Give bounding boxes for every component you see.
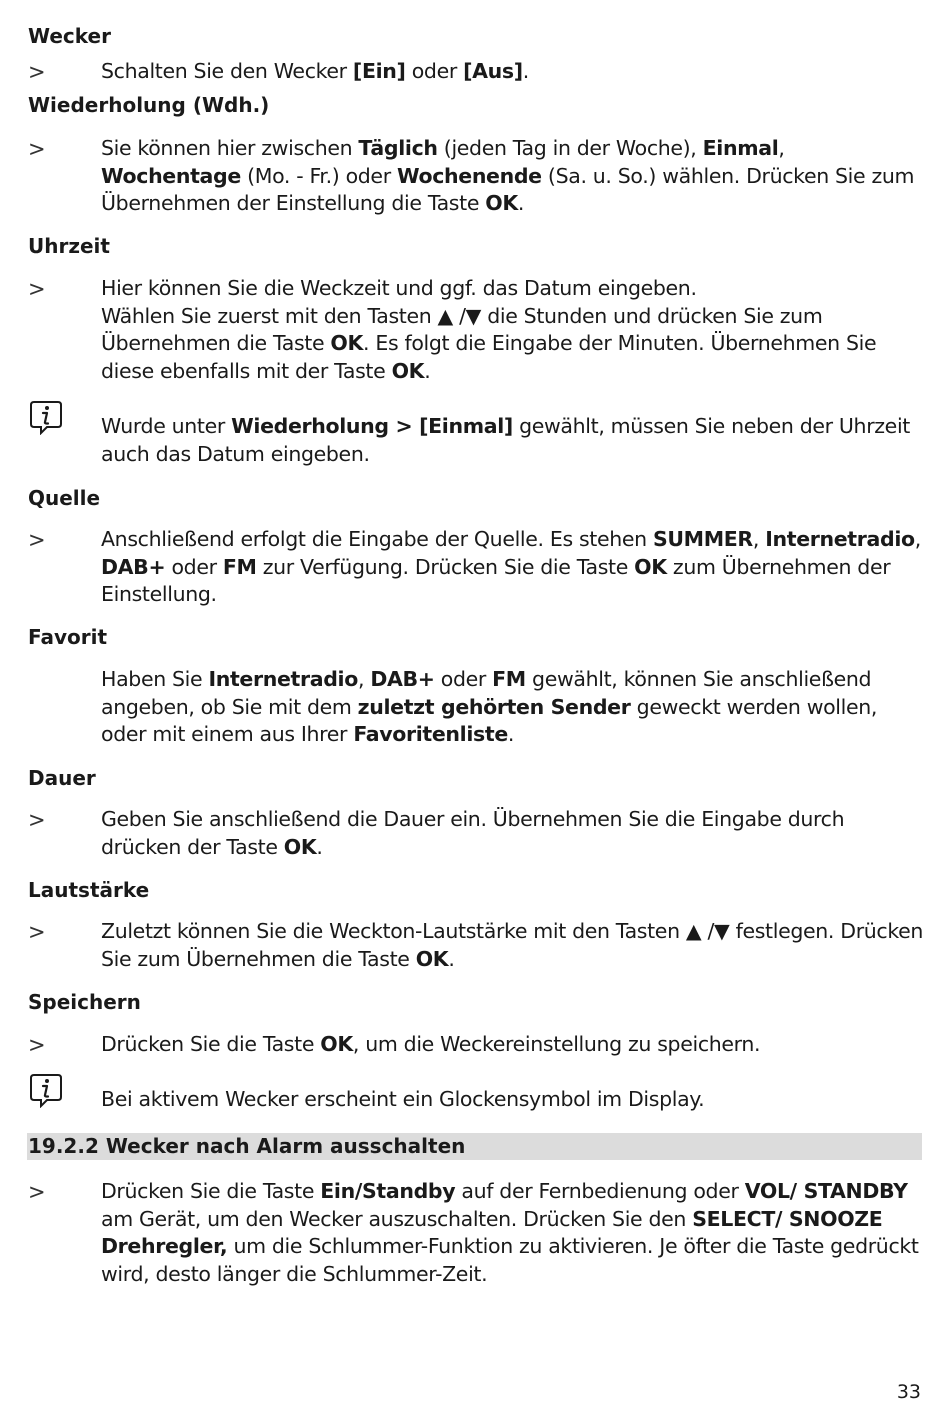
bold-text-run: Wiederholung > [Einmal] <box>231 414 513 438</box>
section-heading: 19.2.2 Wecker nach Alarm ausschalten <box>28 1134 466 1158</box>
text-run: . Es folgt die Eingabe der Minuten. Übernehmen Sie diese ebenfalls mit der Taste <box>101 331 877 384</box>
bold-text-run: Einmal <box>702 136 779 160</box>
heading-wecker: Wecker <box>28 24 111 48</box>
heading-wiederholung: Wiederholung (Wdh.) <box>28 93 270 117</box>
text-run: , um die Weckereinstellung zu speichern. <box>352 1032 761 1056</box>
text-run: . <box>448 946 455 971</box>
bullet-marker: > <box>28 528 46 552</box>
text-run: (jeden Tag in der Woche), <box>437 136 703 160</box>
bold-text-run: SELECT/ SNOOZE Drehregler, <box>101 1206 883 1259</box>
section-heading-bar <box>27 1133 922 1160</box>
bullet-marker: > <box>28 1180 46 1204</box>
bold-text-run: zuletzt gehörten Sender <box>357 694 631 719</box>
wecker-text <box>101 58 926 86</box>
bold-text-run: [Aus] <box>463 59 523 83</box>
text-run: oder <box>405 59 464 83</box>
bullet-marker: > <box>28 137 46 161</box>
bold-text-run: Ein/Standby <box>320 1179 456 1203</box>
bold-text-run: FM <box>222 554 257 579</box>
heading-speichern: Speichern <box>28 990 141 1014</box>
bold-text-run: DAB+ <box>370 667 435 691</box>
bold-text-run: Internetradio <box>765 527 915 551</box>
bold-text-run: OK <box>330 331 364 356</box>
bold-text-run: OK <box>320 1032 353 1056</box>
bold-text-run: VOL/ STANDBY <box>744 1179 908 1203</box>
text-run: oder <box>434 667 493 691</box>
text-run: Schalten Sie den Wecker <box>101 59 353 83</box>
text-run: , <box>752 527 766 551</box>
dauer-text <box>101 806 926 861</box>
text-run: Wählen Sie zuerst mit den Tasten ▲ /▼ die Stunden und drücken Sie zum Übernehmen die Taste <box>101 303 823 356</box>
bold-text-run: Internetradio <box>208 667 358 691</box>
text-run: Drücken Sie die Taste <box>101 1032 321 1056</box>
info-note-icon <box>28 1072 64 1108</box>
bold-text-run: OK <box>634 554 667 579</box>
heading-lautstaerke: Lautstärke <box>28 878 150 902</box>
speichern-text <box>101 1031 926 1059</box>
lautstaerke-text <box>101 918 926 973</box>
text-run: zum Übernehmen der Einstellung. <box>101 554 891 607</box>
text-run: um die Schlummer-Funktion zu aktivieren. Je öfter die Taste gedrückt wird, desto länger die Schlummer-Zeit. <box>101 1234 919 1287</box>
text-run: Hier können Sie die Weckzeit und ggf. das Datum eingeben. <box>101 276 697 300</box>
text-run: Zuletzt können Sie die Weckton-Lautstärke mit den Tasten ▲ /▼ festlegen. Drücken Sie zum Übernehmen die Taste <box>101 919 924 971</box>
uhrzeit-text <box>101 275 926 386</box>
favorit-text <box>101 666 926 749</box>
text-run: auf der Fernbedienung oder <box>455 1179 745 1203</box>
bold-text-run: OK <box>283 834 317 859</box>
wiederholung-text <box>101 135 926 218</box>
text-run: . <box>507 722 515 747</box>
bold-text-run: Täglich <box>358 136 438 160</box>
bold-text-run: OK <box>485 191 518 216</box>
bold-text-run: OK <box>415 946 449 971</box>
bold-text-run: FM <box>492 667 526 691</box>
bullet-marker: > <box>28 1033 46 1057</box>
bold-text-run: Favoritenliste <box>353 722 508 747</box>
bold-text-run: Wochentage <box>101 163 241 188</box>
bold-text-run: DAB+ <box>101 554 166 579</box>
quelle-text <box>101 526 926 609</box>
text-run: Anschließend erfolgt die Eingabe der Quelle. Es stehen <box>101 527 653 551</box>
text-run: zur Verfügung. Drücken Sie die Taste <box>256 554 635 579</box>
text-run: Wurde unter <box>101 414 232 438</box>
text-run: Bei aktivem Wecker erscheint ein Glockensymbol im Display. <box>101 1087 705 1111</box>
text-run: Haben Sie <box>101 667 209 691</box>
text-run: (Mo. - Fr.) oder <box>240 163 397 188</box>
text-run: am Gerät, um den Wecker auszuschalten. Drücken Sie den <box>101 1206 693 1231</box>
bold-text-run: SUMMER <box>652 527 753 551</box>
text-run: Geben Sie anschließend die Dauer ein. Übernehmen Sie die Eingabe durch drücken der Taste <box>101 807 845 859</box>
text-run: gewählt, können Sie anschließend angeben, ob Sie mit dem <box>101 667 872 719</box>
text-run: Drücken Sie die Taste <box>101 1179 321 1203</box>
uhrzeit-note <box>101 413 926 468</box>
heading-favorit: Favorit <box>28 625 108 649</box>
bold-text-run: Wochenende <box>396 163 542 188</box>
text-run: Sie können hier zwischen <box>101 136 359 160</box>
text-run: . <box>316 834 323 859</box>
bold-text-run: [Ein] <box>352 59 406 83</box>
bold-text-run: OK <box>391 359 425 384</box>
text-run: gewählt, müssen Sie neben der Uhrzeit auch das Datum eingeben. <box>101 414 910 466</box>
speichern-note <box>101 1086 926 1114</box>
ausschalten-text <box>101 1178 926 1289</box>
text-run: (Sa. u. So.) wählen. Drücken Sie zum Übernehmen der Einstellung die Taste <box>101 163 915 216</box>
heading-uhrzeit: Uhrzeit <box>28 234 110 258</box>
bullet-marker: > <box>28 920 46 944</box>
bullet-marker: > <box>28 277 46 301</box>
text-run: , <box>778 136 785 160</box>
text-run: . <box>517 191 525 216</box>
info-note-icon <box>28 399 64 435</box>
text-run: , <box>914 527 921 551</box>
text-run: , <box>357 667 371 691</box>
text-run: . <box>522 59 529 83</box>
text-run: oder <box>165 554 223 579</box>
bullet-marker: > <box>28 60 46 84</box>
text-run: . <box>424 359 431 384</box>
page-number: 33 <box>896 1381 921 1403</box>
heading-dauer: Dauer <box>28 766 96 790</box>
bullet-marker: > <box>28 808 46 832</box>
heading-quelle: Quelle <box>28 486 101 510</box>
text-run: geweckt werden wollen, oder mit einem aus Ihrer <box>101 694 878 747</box>
